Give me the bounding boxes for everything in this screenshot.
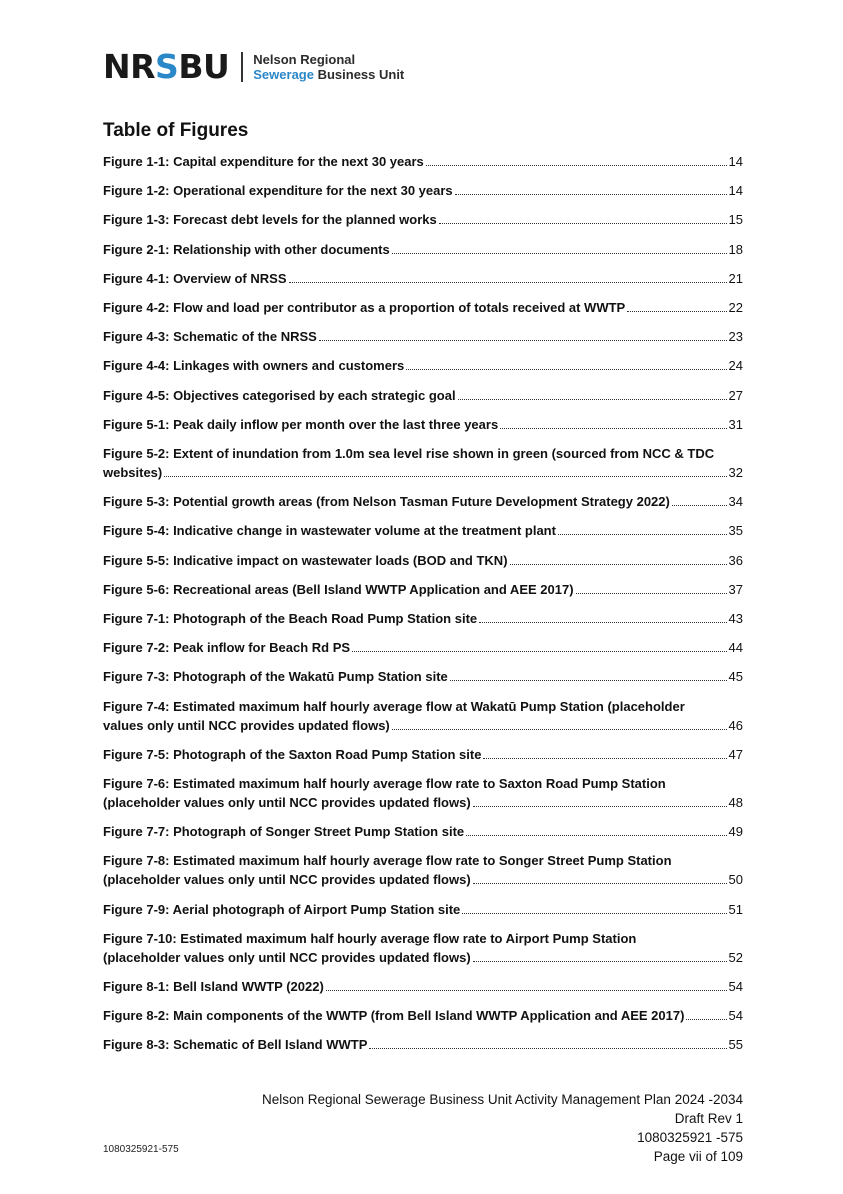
toc-entry[interactable] — [103, 1035, 743, 1054]
toc-entry-line — [103, 298, 743, 317]
toc-entry-title: Figure 7-3: Photograph of the Wakatū Pump Station site — [103, 669, 448, 685]
toc-entry[interactable] — [103, 1006, 743, 1025]
toc-entry[interactable] — [103, 386, 743, 405]
dot-leader — [466, 835, 726, 836]
toc-entry-line — [103, 1035, 743, 1054]
toc-entry-page: 37 — [728, 581, 743, 597]
toc-entry-title: Figure 7-5: Photograph of the Saxton Road Pump Station site — [103, 746, 482, 762]
toc-entry[interactable] — [103, 327, 743, 346]
dot-leader — [686, 1019, 726, 1020]
toc-entry-line — [103, 492, 743, 511]
toc-entry-line — [103, 793, 743, 812]
toc-entry-line — [103, 667, 743, 686]
dot-leader — [164, 476, 726, 477]
toc-entry-title: Figure 7-9: Aerial photograph of Airport Pump Station site — [103, 901, 461, 917]
toc-entry-title: (placeholder values only until NCC provides updated flows) — [103, 949, 471, 965]
toc-entry-first-line: Figure 7-8: Estimated maximum half hourly average flow rate to Songer Street Pump Station — [103, 853, 672, 869]
toc-entry-page: 52 — [728, 949, 743, 965]
toc-entry[interactable] — [103, 609, 743, 628]
toc-entry-page: 15 — [728, 212, 743, 228]
toc-entry[interactable] — [103, 492, 743, 511]
nrsbu-logo — [103, 47, 405, 86]
toc-entry[interactable] — [103, 181, 743, 200]
toc-entry[interactable] — [103, 822, 743, 841]
toc-entry-page: 54 — [728, 1008, 743, 1024]
footer-revision: Draft Rev 1 — [674, 1111, 743, 1126]
toc-entry-first-line: Figure 7-6: Estimated maximum half hourly average flow rate to Saxton Road Pump Station — [103, 776, 666, 791]
toc-entry-page: 14 — [728, 154, 743, 169]
toc-entry[interactable] — [103, 551, 743, 570]
toc-entry-line — [103, 210, 743, 229]
toc-entry-line — [103, 580, 743, 599]
toc-entry-line — [103, 638, 743, 657]
dot-leader — [426, 165, 727, 166]
toc-entry-page: 54 — [728, 979, 743, 994]
toc-entry-first-line: Figure 7-4: Estimated maximum half hourly average flow at Wakatū Pump Station (placeholder — [103, 698, 685, 714]
toc-entry[interactable] — [103, 152, 743, 171]
org-line2-accent: Sewerage — [253, 67, 314, 82]
toc-entry-page: 44 — [728, 640, 743, 656]
toc-entry-title: Figure 5-1: Peak daily inflow per month over the last three years — [103, 416, 499, 432]
dot-leader — [473, 883, 727, 884]
dot-leader — [455, 194, 727, 195]
toc-entry-title: Figure 7-2: Peak inflow for Beach Rd PS — [103, 640, 351, 656]
toc-entry-page: 34 — [728, 494, 743, 510]
toc-entry-page: 21 — [728, 270, 743, 286]
dot-leader — [326, 990, 727, 991]
toc-entry-title: Figure 4-3: Schematic of the NRSS — [103, 329, 317, 345]
logo-part1: NR — [103, 47, 156, 86]
toc-entry-title: Figure 5-3: Potential growth areas (from Nelson Tasman Future Development Strategy 2022) — [103, 494, 670, 510]
toc-entry-page: 23 — [728, 329, 743, 345]
toc-entry-line — [103, 415, 743, 434]
toc-entry-line — [103, 269, 743, 288]
toc-entry-page: 31 — [728, 416, 743, 432]
toc-entry-title: (placeholder values only until NCC provides updated flows) — [103, 872, 471, 888]
toc-entry-line — [103, 327, 743, 346]
dot-leader — [319, 340, 727, 341]
toc-entry-line — [103, 551, 743, 570]
footer-info — [262, 1090, 743, 1166]
logo-part3: BU — [178, 47, 230, 86]
toc-entry-title: Figure 7-7: Photograph of Songer Street Pump Station site — [103, 824, 465, 840]
toc-entry[interactable] — [103, 210, 743, 229]
toc-entry-page: 36 — [728, 552, 743, 568]
dot-leader — [289, 282, 727, 283]
toc-entry-line — [103, 900, 743, 919]
toc-entry-first-line: Figure 7-10: Estimated maximum half hourly average flow rate to Airport Pump Station — [103, 930, 637, 946]
dot-leader — [473, 806, 727, 807]
toc-entry-page: 48 — [728, 795, 743, 810]
page-heading: Table of Figures — [103, 120, 249, 141]
toc-entry-line — [103, 386, 743, 405]
toc-entry-title: Figure 5-4: Indicative change in wastewater volume at the treatment plant — [103, 523, 556, 539]
toc-entry-title: Figure 1-1: Capital expenditure for the next 30 years — [103, 154, 424, 169]
toc-entry-line — [103, 716, 743, 735]
dot-leader — [450, 680, 727, 681]
toc-entry-page: 43 — [728, 611, 743, 626]
toc-entry-line — [103, 870, 743, 889]
toc-entry-page: 50 — [728, 872, 743, 888]
toc-entry-line — [103, 822, 743, 841]
footer-page-number: Page vii of 109 — [653, 1149, 743, 1164]
toc-entry-title: Figure 5-5: Indicative impact on wastewater loads (BOD and TKN) — [103, 552, 508, 568]
toc-entry-page: 51 — [728, 901, 743, 917]
dot-leader — [392, 253, 727, 254]
toc-entry-line — [103, 240, 743, 259]
toc-entry-line — [103, 521, 743, 540]
dot-leader — [483, 758, 726, 759]
dot-leader — [439, 223, 727, 224]
dot-leader — [558, 534, 727, 535]
dot-leader — [458, 399, 727, 400]
toc-entry-page: 18 — [728, 241, 743, 257]
toc-entry-page: 14 — [728, 183, 743, 199]
org-line1: Nelson Regional — [253, 52, 356, 67]
toc-entry-title: Figure 4-4: Linkages with owners and customers — [103, 358, 405, 374]
toc-entry[interactable] — [103, 900, 743, 919]
dot-leader — [479, 622, 726, 623]
toc-entry[interactable] — [103, 521, 743, 540]
toc-entry-line — [103, 609, 743, 628]
org-line2-rest: Business Unit — [313, 67, 405, 82]
footer-title: Nelson Regional Sewerage Business Unit Activity Management Plan 2024 -2034 — [261, 1092, 743, 1107]
toc-entry-title: Figure 1-3: Forecast debt levels for the planned works — [103, 212, 437, 228]
toc-entry-line — [103, 977, 743, 996]
toc-entry[interactable] — [103, 444, 743, 482]
org-line2 — [253, 67, 404, 82]
toc-entry-title: websites) — [103, 465, 163, 480]
dot-leader — [510, 564, 727, 565]
toc-entry-line — [103, 1006, 743, 1025]
logo-divider — [241, 52, 243, 82]
toc-entry-page: 49 — [728, 824, 743, 840]
toc-entry-title: Figure 1-2: Operational expenditure for the next 30 years — [103, 183, 453, 199]
toc-entry-page: 55 — [728, 1037, 743, 1053]
toc-entry[interactable] — [103, 298, 743, 317]
dot-leader — [352, 651, 726, 652]
dot-leader — [627, 311, 726, 312]
toc-entry-title: Figure 8-1: Bell Island WWTP (2022) — [103, 979, 324, 994]
toc-entry[interactable] — [103, 697, 743, 735]
toc-entry[interactable] — [103, 745, 743, 764]
toc-entry[interactable] — [103, 638, 743, 657]
toc-entry-title: Figure 4-5: Objectives categorised by each strategic goal — [103, 387, 456, 403]
dot-leader — [500, 428, 726, 429]
toc-entry-title: Figure 8-3: Schematic of Bell Island WWTP — [103, 1037, 368, 1053]
toc-entry-line — [103, 463, 743, 482]
toc-entry-page: 22 — [728, 300, 743, 315]
dot-leader — [392, 729, 727, 730]
logo-wordmark — [103, 47, 230, 86]
toc-entry-line — [103, 948, 743, 967]
toc-entry[interactable] — [103, 356, 743, 375]
toc-entry-page: 45 — [728, 669, 743, 685]
dot-leader — [473, 961, 727, 962]
dot-leader — [462, 913, 726, 914]
toc-entry-page: 35 — [728, 523, 743, 539]
toc-entry-title: Figure 7-1: Photograph of the Beach Road Pump Station site — [103, 611, 478, 626]
toc-entry[interactable] — [103, 580, 743, 599]
toc-entry-title: Figure 4-2: Flow and load per contributor as a proportion of totals received at WWTP — [103, 300, 626, 315]
toc-entry-line — [103, 181, 743, 200]
logo-part2: S — [155, 47, 179, 86]
toc-entry-title: Figure 4-1: Overview of NRSS — [103, 270, 287, 286]
toc-entry-page: 27 — [728, 387, 743, 403]
toc-entry-title: Figure 5-6: Recreational areas (Bell Island WWTP Application and AEE 2017) — [103, 581, 574, 597]
toc-entry-page: 47 — [728, 746, 743, 762]
toc-entry[interactable] — [103, 851, 743, 889]
toc-entry[interactable] — [103, 667, 743, 686]
dot-leader — [369, 1048, 726, 1049]
toc-entry-first-line: Figure 5-2: Extent of inundation from 1.0m sea level rise shown in green (sourced from NCC & TDC — [103, 446, 715, 461]
dot-leader — [576, 593, 727, 594]
dot-leader — [406, 369, 726, 370]
toc-entry-title: Figure 2-1: Relationship with other documents — [103, 241, 390, 257]
toc-entry-line — [103, 745, 743, 764]
logo-org-name — [253, 52, 404, 82]
toc-entry-title: values only until NCC provides updated flows) — [103, 717, 390, 733]
toc-entry[interactable] — [103, 977, 743, 996]
toc-entry-line — [103, 152, 743, 171]
toc-entry[interactable] — [103, 269, 743, 288]
toc-entry-title: (placeholder values only until NCC provides updated flows) — [103, 795, 471, 810]
toc-entry[interactable] — [103, 929, 743, 967]
toc-entry-line — [103, 356, 743, 375]
toc-entry-title: Figure 8-2: Main components of the WWTP (from Bell Island WWTP Application and AEE 2017) — [103, 1008, 685, 1024]
dot-leader — [672, 505, 727, 506]
footer-doc-number: 1080325921 -575 — [637, 1130, 743, 1145]
toc-entry-page: 24 — [728, 358, 743, 374]
toc-entry[interactable] — [103, 774, 743, 812]
footer-doc-id: 1080325921-575 — [103, 1144, 179, 1155]
toc-entry-page: 46 — [728, 717, 743, 733]
toc-entry-page: 32 — [728, 465, 743, 480]
toc-entry[interactable] — [103, 415, 743, 434]
toc-entry[interactable] — [103, 240, 743, 259]
